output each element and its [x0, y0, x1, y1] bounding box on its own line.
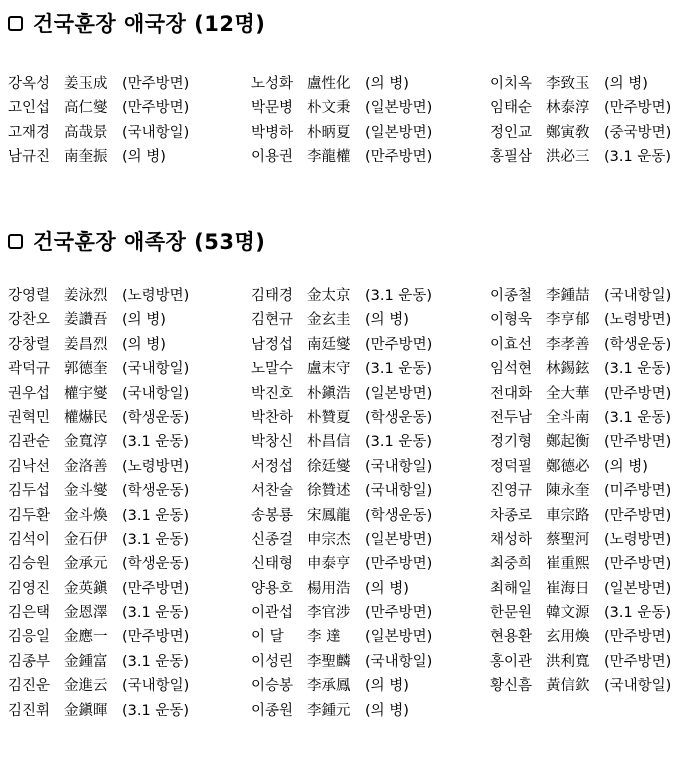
honoree-hanja-name: 金洛善: [64, 458, 108, 475]
honoree-region: (만주방면): [122, 629, 190, 646]
honoree-region: (국내항일): [604, 288, 672, 304]
list-row: [0, 528, 700, 552]
honoree-name: 김영진: [8, 580, 51, 597]
honoree-entry: [251, 674, 409, 698]
honoree-hanja-name: 姜玉成: [64, 76, 108, 92]
honoree-region: (일본방면): [365, 531, 433, 548]
honoree-entry: [251, 430, 432, 454]
honoree-region: (만주방면): [365, 556, 433, 573]
honoree-hanja-name: 金承元: [64, 556, 108, 573]
honoree-hanja-name: 姜泳烈: [64, 288, 108, 304]
honoree-hanja-name: 金斗燮: [64, 483, 108, 500]
honoree-entry: [8, 577, 189, 601]
honoree-entry: [251, 625, 432, 649]
honoree-entry: [490, 145, 671, 169]
honoree-region: (국내항일): [122, 678, 190, 695]
honoree-hanja-name: 林泰淳: [546, 100, 590, 117]
honoree-entry: [490, 333, 671, 357]
honoree-entry: [251, 382, 432, 406]
honoree-name: 현용환: [490, 629, 533, 646]
honoree-entry: [8, 430, 189, 454]
honoree-region: (노령방면): [122, 458, 190, 475]
honoree-entry: [251, 650, 432, 674]
honoree-hanja-name: 楊用浩: [307, 580, 351, 597]
honoree-entry: [490, 650, 671, 674]
list-row: [0, 552, 700, 576]
honoree-name: 강찬오: [8, 312, 51, 329]
honoree-entry: [251, 528, 432, 552]
honoree-hanja-name: 李承鳳: [307, 678, 351, 695]
honoree-name: 강영렬: [8, 288, 51, 304]
honoree-entry: [490, 121, 671, 145]
honoree-region: (만주방면): [122, 580, 190, 597]
list-row: [0, 96, 700, 120]
list-row: [0, 382, 700, 406]
honoree-entry: [8, 145, 166, 169]
honoree-entry: [490, 284, 671, 308]
honoree-hanja-name: 權宇燮: [64, 385, 108, 402]
honoree-hanja-name: 李 達: [307, 629, 341, 646]
honoree-hanja-name: 徐贊述: [307, 483, 351, 500]
honoree-name: 박찬하: [251, 409, 294, 426]
honoree-name: 김진운: [8, 678, 51, 695]
honoree-hanja-name: 李孝善: [546, 336, 590, 353]
list-row: [0, 308, 700, 332]
honoree-name: 최중희: [490, 556, 533, 573]
honoree-region: (만주방면): [604, 507, 672, 524]
honoree-entry: [251, 479, 432, 503]
honoree-hanja-name: 金寬淳: [64, 434, 108, 451]
honoree-entry: [251, 284, 432, 308]
honoree-hanja-name: 車宗路: [546, 507, 590, 524]
honoree-name: 이성린: [251, 653, 294, 670]
honoree-name: 고재경: [8, 124, 51, 141]
honoree-region: (만주방면): [604, 653, 672, 670]
honoree-name: 이종원: [251, 702, 294, 719]
list-row: [0, 699, 700, 723]
honoree-entry: [8, 650, 189, 674]
honoree-entry: [8, 674, 189, 698]
honoree-hanja-name: 金進云: [64, 678, 108, 695]
honoree-name: 이용권: [251, 149, 294, 166]
honoree-region: (국내항일): [365, 458, 433, 475]
honoree-name: 강창렬: [8, 336, 51, 353]
honoree-name: 김현규: [251, 312, 294, 329]
honoree-entry: [251, 577, 409, 601]
honoree-region: (국내항일): [604, 678, 672, 695]
honoree-region: (만주방면): [365, 336, 433, 353]
honoree-region: (3.1 운동): [122, 702, 189, 719]
honoree-region: (만주방면): [604, 629, 672, 646]
honoree-hanja-name: 鄭寅敎: [546, 124, 590, 141]
honoree-entry: [8, 284, 189, 308]
honoree-name: 김응일: [8, 629, 51, 646]
honoree-region: (3.1 운동): [122, 434, 189, 451]
list-row: [0, 121, 700, 145]
honoree-name: 이승봉: [251, 678, 294, 695]
list-row: [0, 504, 700, 528]
honoree-region: (의 병): [122, 336, 166, 353]
honoree-hanja-name: 朴文秉: [307, 100, 351, 117]
honoree-name: 이형욱: [490, 312, 533, 329]
honoree-name: 이효선: [490, 336, 533, 353]
list-row: [0, 284, 700, 308]
honoree-name: 채성하: [490, 531, 533, 548]
honoree-hanja-name: 朴昌信: [307, 434, 351, 451]
honoree-hanja-name: 金鎭暉: [64, 702, 108, 719]
honoree-region: (만주방면): [604, 434, 672, 451]
honoree-entry: [490, 601, 671, 625]
honoree-name: 노성화: [251, 76, 294, 92]
honoree-hanja-name: 姜讚吾: [64, 312, 108, 329]
list-row: [0, 577, 700, 601]
honoree-hanja-name: 李官涉: [307, 605, 351, 622]
honoree-hanja-name: 鄭起衡: [546, 434, 590, 451]
honoree-region: (일본방면): [604, 580, 672, 597]
honoree-hanja-name: 全大華: [546, 385, 590, 402]
honoree-entry: [8, 455, 189, 479]
honoree-entry: [8, 625, 189, 649]
honoree-name: 김석이: [8, 531, 51, 548]
honoree-region: (노령방면): [604, 531, 672, 548]
section-heading: [8, 226, 265, 256]
honoree-region: (3.1 운동): [604, 409, 671, 426]
honoree-region: (3.1 운동): [604, 361, 671, 378]
honoree-region: (학생운동): [604, 336, 672, 353]
honoree-hanja-name: 金斗煥: [64, 507, 108, 524]
honoree-entry: [490, 625, 671, 649]
honoree-region: (의 병): [365, 76, 409, 92]
honoree-hanja-name: 黃信欽: [546, 678, 590, 695]
honoree-name: 신태형: [251, 556, 294, 573]
honoree-region: (3.1 운동): [365, 434, 432, 451]
honoree-name: 강옥성: [8, 76, 51, 92]
honoree-name: 정기형: [490, 434, 533, 451]
honoree-entry: [8, 72, 189, 96]
honoree-region: (의 병): [365, 312, 409, 329]
honoree-hanja-name: 朴贊夏: [307, 409, 351, 426]
honoree-name: 전대화: [490, 385, 533, 402]
honoree-hanja-name: 全斗南: [546, 409, 590, 426]
list-row: [0, 430, 700, 454]
honoree-region: (학생운동): [122, 409, 190, 426]
honoree-name: 정인교: [490, 124, 533, 141]
honoree-region: (3.1 운동): [122, 531, 189, 548]
checkbox-icon: [8, 234, 23, 249]
list-row: [0, 72, 700, 96]
honoree-list: [0, 72, 700, 170]
honoree-name: 진영규: [490, 483, 533, 500]
honoree-name: 임석현: [490, 361, 533, 378]
honoree-entry: [8, 121, 189, 145]
honoree-region: (3.1 운동): [604, 149, 671, 166]
honoree-name: 신종걸: [251, 531, 294, 548]
honoree-entry: [8, 357, 189, 381]
list-row: [0, 601, 700, 625]
honoree-entry: [8, 528, 189, 552]
honoree-hanja-name: 金應一: [64, 629, 108, 646]
honoree-region: (3.1 운동): [122, 653, 189, 670]
honoree-region: (학생운동): [365, 409, 433, 426]
honoree-hanja-name: 陳永奎: [546, 483, 590, 500]
honoree-region: (3.1 운동): [365, 361, 432, 378]
honoree-name: 한문원: [490, 605, 533, 622]
honoree-hanja-name: 韓文源: [546, 605, 590, 622]
honoree-name: 노말수: [251, 361, 294, 378]
honoree-name: 이관섭: [251, 605, 294, 622]
honoree-entry: [490, 455, 648, 479]
section-heading: [8, 8, 265, 38]
honoree-hanja-name: 朴鎭浩: [307, 385, 351, 402]
list-row: [0, 455, 700, 479]
honoree-list: [0, 284, 700, 723]
honoree-entry: [8, 96, 189, 120]
honoree-entry: [490, 674, 671, 698]
honoree-hanja-name: 申宗杰: [307, 531, 351, 548]
honoree-region: (국내항일): [122, 124, 190, 141]
honoree-name: 권우섭: [8, 385, 51, 402]
honoree-region: (국내항일): [122, 361, 190, 378]
honoree-entry: [490, 504, 671, 528]
honoree-hanja-name: 權爀民: [64, 409, 108, 426]
honoree-name: 홍필삼: [490, 149, 533, 166]
honoree-region: (중국방면): [604, 124, 672, 141]
honoree-name: 박병하: [251, 124, 294, 141]
honoree-name: 서정섭: [251, 458, 294, 475]
honoree-hanja-name: 金太京: [307, 288, 351, 304]
honoree-hanja-name: 金英鎭: [64, 580, 108, 597]
honoree-name: 송봉룡: [251, 507, 294, 524]
honoree-hanja-name: 徐廷燮: [307, 458, 351, 475]
honoree-region: (의 병): [604, 458, 648, 475]
honoree-hanja-name: 洪利寬: [546, 653, 590, 670]
honoree-entry: [8, 479, 189, 503]
honoree-region: (일본방면): [365, 100, 433, 117]
list-row: [0, 145, 700, 169]
honoree-hanja-name: 盧性化: [307, 76, 351, 92]
honoree-hanja-name: 李亨郁: [546, 312, 590, 329]
honoree-name: 남정섭: [251, 336, 294, 353]
honoree-name: 차종로: [490, 507, 533, 524]
honoree-entry: [490, 308, 671, 332]
honoree-region: (의 병): [122, 149, 166, 166]
honoree-entry: [251, 121, 432, 145]
honoree-name: 김두환: [8, 507, 51, 524]
honoree-region: (국내항일): [365, 483, 433, 500]
honoree-hanja-name: 宋鳳龍: [307, 507, 351, 524]
honoree-hanja-name: 郭德奎: [64, 361, 108, 378]
section-title: 건국훈장 애국장 (12명): [33, 12, 266, 36]
list-row: [0, 674, 700, 698]
list-row: [0, 333, 700, 357]
honoree-region: (3.1 운동): [365, 288, 432, 304]
list-row: [0, 479, 700, 503]
honoree-hanja-name: 李鍾喆: [546, 288, 590, 304]
honoree-name: 서찬술: [251, 483, 294, 500]
honoree-hanja-name: 金石伊: [64, 531, 108, 548]
honoree-region: (의 병): [604, 76, 648, 92]
honoree-entry: [8, 601, 189, 625]
honoree-hanja-name: 李致玉: [546, 76, 590, 92]
honoree-hanja-name: 鄭德必: [546, 458, 590, 475]
honoree-hanja-name: 李龍權: [307, 149, 351, 166]
honoree-hanja-name: 李鍾元: [307, 702, 351, 719]
honoree-entry: [251, 699, 409, 723]
honoree-hanja-name: 南奎振: [64, 149, 108, 166]
honoree-name: 권혁민: [8, 409, 51, 426]
honoree-entry: [251, 308, 409, 332]
list-row: [0, 625, 700, 649]
honoree-hanja-name: 玄用煥: [546, 629, 590, 646]
honoree-hanja-name: 南廷燮: [307, 336, 351, 353]
honoree-hanja-name: 盧末守: [307, 361, 351, 378]
honoree-region: (만주방면): [122, 100, 190, 117]
honoree-entry: [8, 699, 189, 723]
honoree-entry: [490, 72, 648, 96]
list-row: [0, 406, 700, 430]
honoree-name: 황신흠: [490, 678, 533, 695]
honoree-name: 김두섭: [8, 483, 51, 500]
honoree-hanja-name: 崔海日: [546, 580, 590, 597]
honoree-entry: [251, 601, 432, 625]
honoree-name: 최해일: [490, 580, 533, 597]
honoree-entry: [251, 357, 432, 381]
honoree-region: (일본방면): [365, 385, 433, 402]
honoree-name: 전두남: [490, 409, 533, 426]
list-row: [0, 650, 700, 674]
honoree-hanja-name: 申泰亨: [307, 556, 351, 573]
honoree-region: (의 병): [365, 678, 409, 695]
honoree-name: 임태순: [490, 100, 533, 117]
honoree-hanja-name: 金恩澤: [64, 605, 108, 622]
honoree-entry: [490, 430, 671, 454]
honoree-region: (3.1 운동): [604, 605, 671, 622]
checkbox-icon: [8, 16, 23, 31]
honoree-name: 김태경: [251, 288, 294, 304]
honoree-name: 이 달: [251, 629, 284, 646]
honoree-name: 김종부: [8, 653, 51, 670]
honoree-region: (3.1 운동): [122, 507, 189, 524]
honoree-region: (미주방면): [604, 483, 672, 500]
honoree-region: (국내항일): [122, 385, 190, 402]
honoree-name: 이종철: [490, 288, 533, 304]
honoree-name: 양용호: [251, 580, 294, 597]
honoree-region: (학생운동): [365, 507, 433, 524]
honoree-entry: [490, 96, 671, 120]
honoree-hanja-name: 高仁燮: [64, 100, 108, 117]
honoree-hanja-name: 姜昌烈: [64, 336, 108, 353]
honoree-region: (일본방면): [365, 629, 433, 646]
honoree-region: (만주방면): [604, 556, 672, 573]
honoree-name: 박진호: [251, 385, 294, 402]
honoree-name: 홍이관: [490, 653, 533, 670]
honoree-name: 김관순: [8, 434, 51, 451]
honoree-hanja-name: 林錫鉉: [546, 361, 590, 378]
honoree-region: (만주방면): [365, 149, 433, 166]
honoree-name: 김은택: [8, 605, 51, 622]
honoree-hanja-name: 高哉景: [64, 124, 108, 141]
honoree-entry: [490, 528, 671, 552]
honoree-region: (의 병): [365, 580, 409, 597]
honoree-name: 고인섭: [8, 100, 51, 117]
honoree-entry: [251, 455, 432, 479]
honoree-name: 박문병: [251, 100, 294, 117]
honoree-region: (만주방면): [604, 100, 672, 117]
honoree-entry: [490, 406, 671, 430]
honoree-entry: [490, 479, 671, 503]
honoree-entry: [8, 552, 189, 576]
honoree-name: 박창신: [251, 434, 294, 451]
honoree-region: (국내항일): [365, 653, 433, 670]
honoree-entry: [251, 552, 432, 576]
honoree-entry: [251, 333, 432, 357]
honoree-entry: [251, 96, 432, 120]
honoree-entry: [8, 333, 166, 357]
honoree-entry: [490, 552, 671, 576]
honoree-region: (노령방면): [122, 288, 190, 304]
honoree-hanja-name: 蔡聖河: [546, 531, 590, 548]
honoree-entry: [8, 504, 189, 528]
list-row: [0, 357, 700, 381]
honoree-region: (만주방면): [122, 76, 190, 92]
honoree-hanja-name: 朴昞夏: [307, 124, 351, 141]
honoree-entry: [490, 382, 671, 406]
honoree-entry: [251, 145, 432, 169]
honoree-name: 이치옥: [490, 76, 533, 92]
honoree-name: 곽덕규: [8, 361, 51, 378]
honoree-hanja-name: 洪必三: [546, 149, 590, 166]
honoree-region: (학생운동): [122, 556, 190, 573]
honoree-region: (3.1 운동): [122, 605, 189, 622]
honoree-hanja-name: 金鍾富: [64, 653, 108, 670]
honoree-hanja-name: 金玄圭: [307, 312, 351, 329]
honoree-hanja-name: 李聖麟: [307, 653, 351, 670]
honoree-region: (의 병): [365, 702, 409, 719]
honoree-entry: [490, 357, 671, 381]
honoree-name: 김승원: [8, 556, 51, 573]
honoree-entry: [251, 72, 409, 96]
honoree-region: (학생운동): [122, 483, 190, 500]
honoree-entry: [8, 308, 166, 332]
honoree-entry: [8, 406, 189, 430]
honoree-region: (의 병): [122, 312, 166, 329]
honoree-name: 남규진: [8, 149, 51, 166]
honoree-entry: [251, 406, 432, 430]
section-title: 건국훈장 애족장 (53명): [33, 230, 266, 254]
honoree-entry: [490, 577, 671, 601]
honoree-hanja-name: 崔重熙: [546, 556, 590, 573]
honoree-region: (일본방면): [365, 124, 433, 141]
honoree-name: 정덕필: [490, 458, 533, 475]
honoree-name: 김진휘: [8, 702, 51, 719]
honoree-region: (만주방면): [604, 385, 672, 402]
honoree-entry: [251, 504, 432, 528]
honoree-name: 김낙선: [8, 458, 51, 475]
honoree-region: (노령방면): [604, 312, 672, 329]
honoree-entry: [8, 382, 189, 406]
honoree-region: (만주방면): [365, 605, 433, 622]
